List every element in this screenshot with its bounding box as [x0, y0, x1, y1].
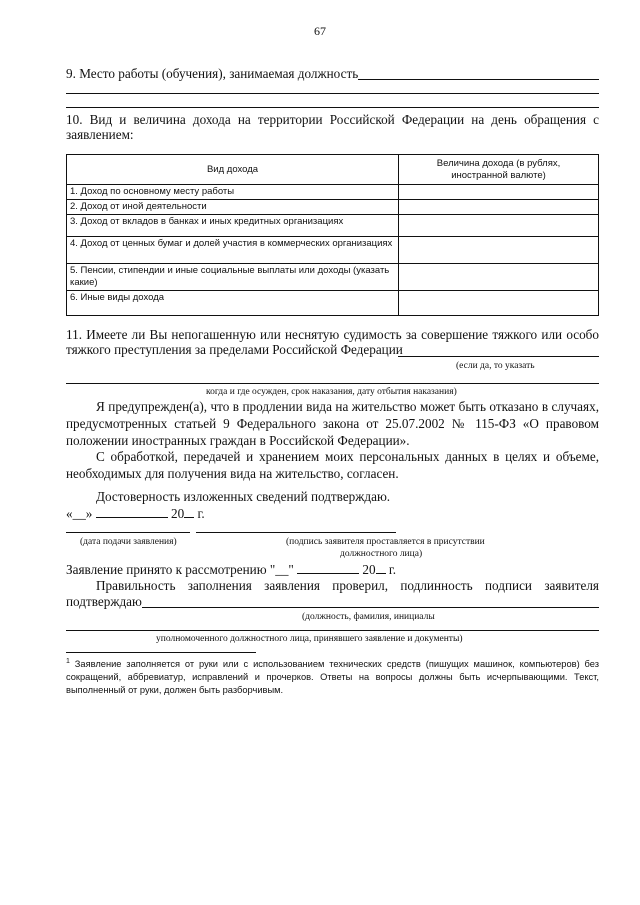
item11-hint1: (если да, то указать	[456, 361, 535, 371]
applicant-signature-line[interactable]	[196, 532, 396, 533]
income-header-value: Величина дохода (в рублях, иностранной валюте)	[399, 155, 599, 185]
warning-paragraph: Я предупрежден(а), что в продлении вида на жительство может быть отказано в случаях, предусмотренных статьей 9 Федерального закона от 25.07.2002 № 115-ФЗ «О правовом положении иностранных граждан в Российской Федерации».	[66, 399, 599, 448]
footnote-text: Заявление заполняется от руки или с использованием технических средств (пишущих машинок, компьютеров) без сокращений, аббревиатур, исправлений и прочерков. Ответы на вопросы должны быть исчерпывающими. Текст, выполненный от руки, должен быть разборчивым.	[66, 659, 599, 696]
verify-line2: подтверждаю	[66, 594, 142, 609]
date-month-field[interactable]	[96, 505, 168, 518]
consent-paragraph: С обработкой, передачей и хранением моих персональных данных в целях и объеме, необходимых для получения вида на жительство, согласен.	[66, 449, 599, 481]
income-value-cell[interactable]	[399, 264, 599, 291]
accepted-suffix: г.	[388, 562, 397, 577]
signature-hint1: (подпись заявителя проставляется в присутствии	[286, 537, 485, 547]
accepted-year-field[interactable]	[376, 561, 386, 574]
table-row	[67, 264, 599, 291]
date-day[interactable]: «__»	[66, 506, 93, 521]
table-row	[67, 185, 599, 200]
item9-answer-line-2[interactable]	[66, 93, 599, 94]
verify-line1: Правильность заполнения заявления проверил, подлинность подписи заявителя	[96, 578, 599, 593]
income-value-cell[interactable]	[399, 237, 599, 264]
date-signature-line[interactable]	[66, 532, 190, 533]
date-suffix: г.	[197, 506, 205, 521]
date-line	[66, 505, 205, 522]
item11-line1: 11. Имеете ли Вы непогашенную или неснятую судимость за совершение тяжкого или особо	[66, 327, 599, 342]
verify-hint1: (должность, фамилия, инициалы	[302, 612, 435, 622]
income-row-label: 6. Иные виды дохода	[67, 291, 399, 316]
date-hint: (дата подачи заявления)	[80, 537, 177, 547]
item11-hint2: когда и где осужден, срок наказания, дату отбытия наказания)	[206, 387, 457, 397]
verify-hint2: уполномоченного должностного лица, принявшего заявление и документы)	[156, 634, 463, 644]
date-year-prefix: 20	[170, 506, 185, 521]
footnote-marker: 1	[66, 658, 70, 665]
income-value-cell[interactable]	[399, 200, 599, 215]
verify-answer-line-2[interactable]	[66, 630, 599, 631]
table-row	[67, 291, 599, 316]
table-row	[67, 237, 599, 264]
income-row-label: 3. Доход от вкладов в банках и иных кредитных организациях	[67, 215, 399, 237]
confirm-text: Достоверность изложенных сведений подтверждаю.	[96, 489, 391, 504]
table-row	[67, 200, 599, 215]
item9-answer-line[interactable]	[358, 79, 599, 80]
verify-answer-line[interactable]	[142, 607, 599, 608]
accepted-label: Заявление принято к рассмотрению "__"	[66, 562, 294, 577]
item9-answer-line-3[interactable]	[66, 107, 599, 108]
income-table	[66, 154, 599, 316]
income-value-cell[interactable]	[399, 215, 599, 237]
item10-line1: 10. Вид и величина дохода на территории Российской Федерации на день обращения с	[66, 112, 599, 127]
income-row-label: 4. Доход от ценных бумаг и долей участия в коммерческих организациях	[67, 237, 399, 264]
item11-answer-line[interactable]	[398, 356, 599, 357]
page-number: 67	[314, 24, 326, 38]
date-year-field[interactable]	[184, 505, 194, 518]
accepted-month-field[interactable]	[297, 561, 359, 574]
income-value-cell[interactable]	[399, 291, 599, 316]
income-row-label: 2. Доход от иной деятельности	[67, 200, 399, 215]
income-row-label: 1. Доход по основному месту работы	[67, 185, 399, 200]
item11-answer-line-2[interactable]	[66, 383, 599, 384]
accepted-year-prefix: 20	[362, 562, 376, 577]
footnote-separator	[66, 652, 256, 653]
item10-line2: заявлением:	[66, 127, 134, 142]
income-header-type: Вид дохода	[67, 155, 399, 185]
table-row	[67, 215, 599, 237]
accepted-line	[66, 561, 396, 578]
income-row-label: 5. Пенсии, стипендии и иные социальные выплаты или доходы (указать какие)	[67, 264, 399, 291]
item9-label: 9. Место работы (обучения), занимаемая должность	[66, 66, 359, 81]
item11-line2: тяжкого преступления за пределами Российской Федерации	[66, 342, 403, 357]
footnote	[66, 655, 599, 697]
income-value-cell[interactable]	[399, 185, 599, 200]
signature-hint2: должностного лица)	[340, 549, 423, 559]
